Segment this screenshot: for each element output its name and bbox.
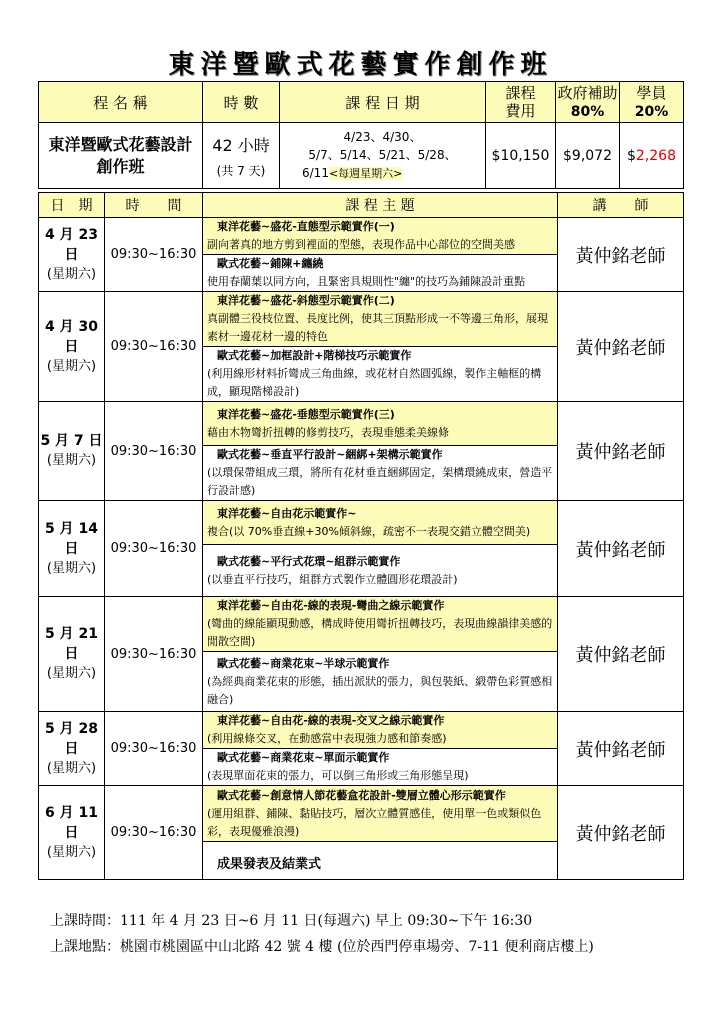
session-time: 09:30~16:30 <box>105 218 203 292</box>
date-header: 日 期 <box>39 193 105 218</box>
session-teacher: 黃仲銘老師 <box>558 218 684 292</box>
topic-part-a: 東洋花藝~盛花-垂態型示範實作(三) 藉由木物彎折扭轉的修剪技巧，表現垂態柔美線條 <box>203 402 558 446</box>
schedule-table <box>38 192 684 880</box>
weekly-note: <每週星期六> <box>328 167 403 180</box>
session-date: 4 月 30 日 (星期六) <box>39 292 105 402</box>
schedule-header-row <box>39 193 684 218</box>
dates-header: 課 程 日 期 <box>280 82 486 123</box>
course-dates: 4/23、4/30、 5/7、5/14、5/21、5/28、 6/11<每週星期六> <box>280 123 486 189</box>
session-date: 4 月 23 日 (星期六) <box>39 218 105 292</box>
topic-part-a: 歐式花藝~創意情人節花藝盒花設計-雙層立體心形示範實作 (運用組群、鋪陳、黏貼技巧，層次立體質感佳，使用單一色或類似色彩，表現優雅浪漫) <box>203 786 558 842</box>
session-teacher: 黃仲銘老師 <box>558 292 684 402</box>
topic-part-b: 歐式花藝~商業花束~半球示範實作 (為經典商業花束的形態，插出派狀的張力，與包裝紙、緞帶色彩質感相融合) <box>203 652 558 712</box>
topic-header: 課 程 主 題 <box>203 193 558 218</box>
schedule-row <box>39 292 684 347</box>
topic-part-a: 東洋花藝~自由花示範實作~ 複合(以 70%垂直線+30%傾斜線，疏密不一表現交錯立體空間美) <box>203 501 558 545</box>
topic-part-b: 歐式花藝~鋪陳+纏繞 使用春蘭葉以同方向，且緊密具規則性"纏"的技巧為鋪陳設計重點 <box>203 255 558 292</box>
topic-part-a: 東洋花藝~盛花-斜態型示範實作(二) 真副體三役枝位置、長度比例，使其三頂點形成一不等邊三角形，展現素材一邊花材一邊的特色 <box>203 292 558 347</box>
summary-header-row <box>39 82 684 123</box>
course-fee: $10,150 <box>486 123 556 189</box>
topic-part-b: 歐式花藝~加框設計+階梯技巧示範實作 (利用線形材料折彎成三角曲線，或花材自然圓弧線，製作主軸框的構成，顯現階梯設計) <box>203 347 558 402</box>
class-location-note: 上課地點：桃園市桃園區中山北路 42 號 4 樓 (位於西門停車場旁、7-11 便利商店樓上) <box>50 939 594 955</box>
class-time-note: 上課時間：111 年 4 月 23 日~6 月 11 日(每週六) 早上 09:30~下午 16:30 <box>50 913 533 929</box>
schedule-row <box>39 712 684 749</box>
hours-header: 時 數 <box>203 82 280 123</box>
session-time: 09:30~16:30 <box>105 402 203 501</box>
session-teacher: 黃仲銘老師 <box>558 501 684 597</box>
schedule-row <box>39 501 684 545</box>
topic-part-a: 東洋花藝~盛花-直態型示範實作(一) 副向著真的地方剪到裡面的型態，表現作品中心部位的空間美感 <box>203 218 558 255</box>
course-subsidy: $9,072 <box>556 123 620 189</box>
course-name: 東洋暨歐式花藝設計創作班 <box>39 123 203 189</box>
student-header: 學員 20% <box>620 82 684 123</box>
session-time: 09:30~16:30 <box>105 786 203 880</box>
topic-part-b: 歐式花藝~垂直平行設計~綑綁+架構示範實作 (以環保帶組成三環，將所有花材垂直綑綁固定，架構環繞成束，營造平行設計感) <box>203 446 558 501</box>
schedule-row <box>39 786 684 842</box>
schedule-row <box>39 218 684 255</box>
schedule-row <box>39 402 684 446</box>
topic-part-b: 歐式花藝~平行式花環~組群示範實作 (以垂直平行技巧，組群方式製作立體圓形花環設計) <box>203 545 558 597</box>
session-teacher: 黃仲銘老師 <box>558 597 684 712</box>
page-title: 東洋暨歐式花藝實作創作班 <box>168 50 553 80</box>
session-teacher: 黃仲銘老師 <box>558 786 684 880</box>
program-name-header: 程 名 稱 <box>39 82 203 123</box>
course-hours: 42 小時 (共 7 天) <box>203 123 280 189</box>
session-time: 09:30~16:30 <box>105 712 203 786</box>
session-time: 09:30~16:30 <box>105 292 203 402</box>
topic-part-b: 歐式花藝~商業花束~單面示範實作 (表現單面花束的張力，可以倒三角形或三角形態呈現) <box>203 749 558 786</box>
session-date: 6 月 11 日 (星期六) <box>39 786 105 880</box>
session-date: 5 月 21 日 (星期六) <box>39 597 105 712</box>
course-summary-table <box>38 81 684 189</box>
time-header: 時 間 <box>105 193 203 218</box>
session-time: 09:30~16:30 <box>105 597 203 712</box>
fee-header: 課程 費用 <box>486 82 556 123</box>
topic-part-a: 東洋花藝~自由花-線的表現-彎曲之線示範實作 (彎曲的線能顯現動感，構成時使用彎折扭轉技巧，表現曲線韻律美感的閒散空間) <box>203 597 558 652</box>
topic-part-a: 東洋花藝~自由花-線的表現-交叉之線示範實作 (利用線條交叉，在動感當中表現強力感和節奏感) <box>203 712 558 749</box>
course-student-fee: $2,268 <box>620 123 684 189</box>
subsidy-header: 政府補助 80% <box>556 82 620 123</box>
session-teacher: 黃仲銘老師 <box>558 712 684 786</box>
topic-part-b: 成果發表及結業式 <box>203 842 558 880</box>
session-date: 5 月 7 日 (星期六) <box>39 402 105 501</box>
session-time: 09:30~16:30 <box>105 501 203 597</box>
session-date: 5 月 14 日 (星期六) <box>39 501 105 597</box>
teacher-header: 講 師 <box>558 193 684 218</box>
schedule-row <box>39 597 684 652</box>
session-date: 5 月 28 日 (星期六) <box>39 712 105 786</box>
course-row <box>39 123 684 189</box>
session-teacher: 黃仲銘老師 <box>558 402 684 501</box>
